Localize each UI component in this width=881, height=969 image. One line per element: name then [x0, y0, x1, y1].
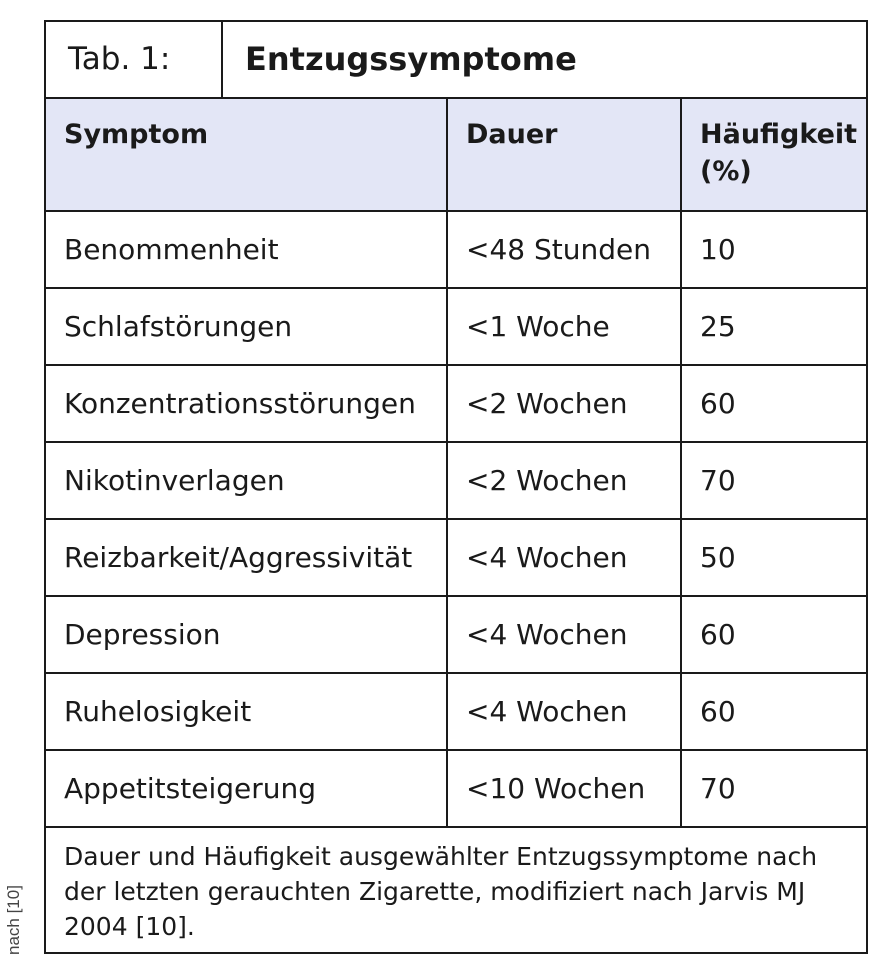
table-footnote: Dauer und Häufigkeit ausgewählter Entzugssymptome nach der letzten gerauchten Zigarette, modifiziert nach Jarvis MJ 2004 [10]. [64, 842, 818, 941]
duration-cell: <4 Wochen [447, 673, 681, 750]
header-haeufigkeit: Häufigkeit (%) [681, 99, 866, 211]
frequency-cell: 70 [681, 750, 866, 827]
duration-cell: <4 Wochen [447, 596, 681, 673]
header-symptom: Symptom [46, 99, 447, 211]
frequency-cell: 25 [681, 288, 866, 365]
table-row [46, 442, 866, 519]
table-row [46, 288, 866, 365]
frequency-cell: 60 [681, 365, 866, 442]
table-row [46, 673, 866, 750]
symptom-cell: Konzentrationsstörungen [46, 365, 447, 442]
duration-cell: <2 Wochen [447, 442, 681, 519]
frequency-cell: 10 [681, 211, 866, 288]
table-row [46, 519, 866, 596]
table-row [46, 596, 866, 673]
table-title: Entzugssymptome [245, 40, 577, 78]
duration-cell: <1 Woche [447, 288, 681, 365]
table-row [46, 750, 866, 827]
duration-cell: <4 Wochen [447, 519, 681, 596]
symptom-cell: Nikotinverlagen [46, 442, 447, 519]
header-row [46, 99, 866, 211]
duration-cell: <10 Wochen [447, 750, 681, 827]
header-dauer: Dauer [447, 99, 681, 211]
symptom-cell: Depression [46, 596, 447, 673]
duration-cell: <48 Stunden [447, 211, 681, 288]
side-source-note: nach [10] [4, 885, 23, 955]
table-title-row [46, 22, 866, 99]
frequency-cell: 60 [681, 596, 866, 673]
symptom-cell: Ruhelosigkeit [46, 673, 447, 750]
table-row [46, 365, 866, 442]
symptoms-table [46, 99, 866, 828]
frequency-cell: 70 [681, 442, 866, 519]
frequency-cell: 50 [681, 519, 866, 596]
duration-cell: <2 Wochen [447, 365, 681, 442]
table-row [46, 211, 866, 288]
symptom-cell: Schlafstörungen [46, 288, 447, 365]
symptom-cell: Appetitsteigerung [46, 750, 447, 827]
symptom-cell: Benommenheit [46, 211, 447, 288]
table-frame [44, 20, 868, 954]
table-label: Tab. 1: [46, 22, 223, 97]
symptom-cell: Reizbarkeit/Aggressivität [46, 519, 447, 596]
frequency-cell: 60 [681, 673, 866, 750]
